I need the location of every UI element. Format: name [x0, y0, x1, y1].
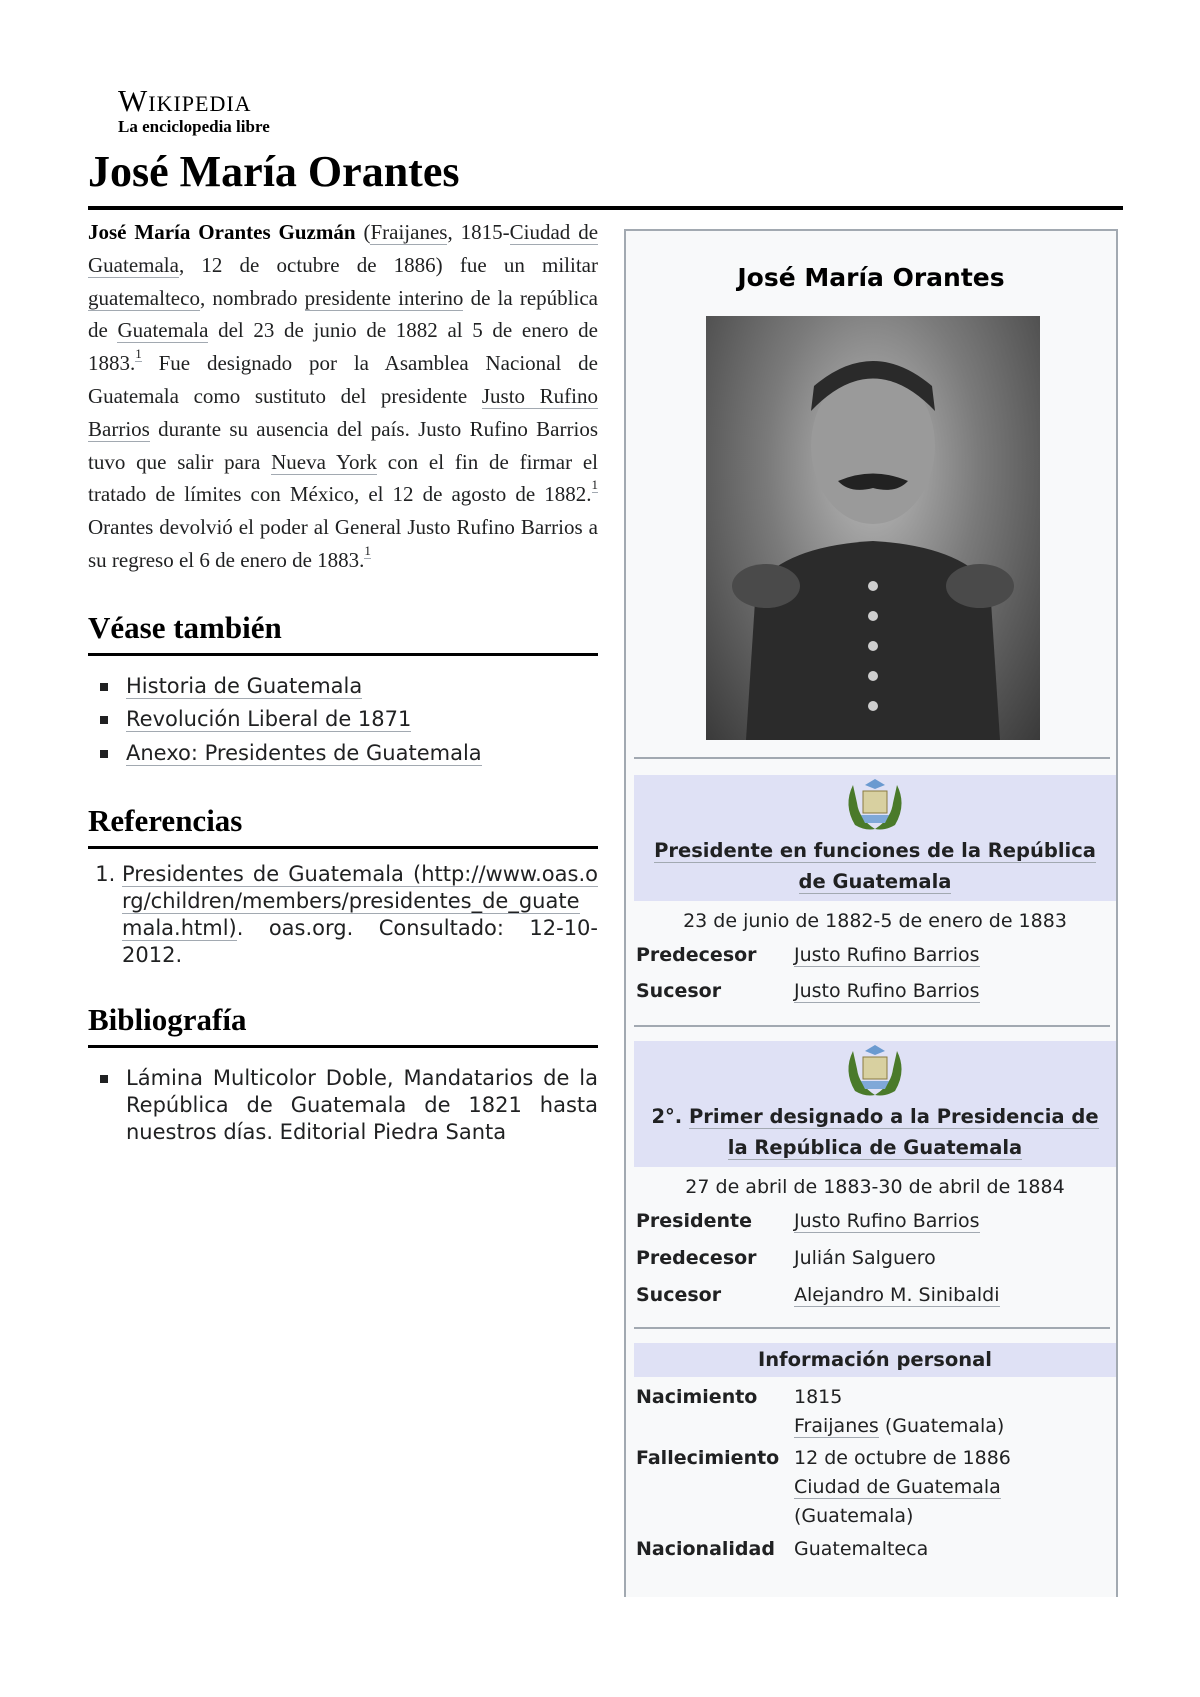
logo-tagline: La enciclopedia libre: [118, 117, 270, 136]
portrait-icon: [706, 316, 1040, 740]
office1-header: [634, 775, 1116, 901]
logo-wordmark: Wikipedia: [118, 83, 252, 118]
reference-marker[interactable]: 1: [364, 542, 371, 558]
row-label: Fallecimiento: [636, 1447, 780, 1469]
reference-url[interactable]: (http://www.oas.org/children/members/presidentes_de_guatemala.html): [122, 862, 598, 941]
predecessor-value: Julián Salguero: [794, 1247, 936, 1269]
successor-link[interactable]: Justo Rufino Barrios: [794, 980, 980, 1002]
list-item: [126, 670, 598, 704]
see-also-link[interactable]: Revolución Liberal de 1871: [126, 707, 412, 732]
infobox-title: José María Orantes: [737, 263, 1005, 292]
lead-text: Orantes devolvió el poder al General Justo Rufino Barrios a su regreso el 6 de enero de 1883.: [88, 515, 598, 572]
row-label: Nacionalidad: [636, 1538, 775, 1560]
row-label: Predecesor: [636, 944, 757, 966]
link-nueva-york[interactable]: Nueva York: [271, 449, 378, 474]
list-item: Lámina Multicolor Doble, Mandatarios de la República de Guatemala de 1821 hasta nuestros días. Editorial Piedra Santa: [126, 1062, 598, 1146]
subject-name: José María Orantes Guzmán: [88, 220, 356, 244]
reference-item: [122, 861, 598, 969]
office2-header: [634, 1041, 1116, 1167]
references-section: [88, 800, 598, 969]
office1-dates: 23 de junio de 1882-5 de enero de 1883: [683, 910, 1067, 932]
death-country: (Guatemala): [794, 1505, 914, 1527]
birth-country: (Guatemala): [878, 1415, 1005, 1437]
coat-of-arms-icon: [839, 775, 911, 835]
link-guatemalteco[interactable]: guatemalteco: [88, 285, 200, 310]
birth-place-link[interactable]: Fraijanes: [794, 1415, 879, 1437]
list-item: [126, 703, 598, 737]
row-label: Presidente: [636, 1210, 752, 1232]
lead-text: , nombrado: [199, 285, 305, 310]
page-title: José María Orantes: [88, 147, 460, 196]
office1-link[interactable]: Presidente en funciones de la República de Guatemala: [654, 839, 1096, 893]
lead-text: , 1815-: [447, 220, 510, 244]
references-heading: Referencias: [88, 800, 598, 849]
wikipedia-logo[interactable]: [118, 84, 318, 136]
title-divider: [88, 206, 1123, 210]
bibliography-heading: Bibliografía: [88, 999, 598, 1048]
reference-rest: . oas.org. Consultado: 12-10-2012.: [122, 916, 598, 968]
lead-text: , 12 de octubre de 1886) fue un militar: [178, 252, 598, 277]
reference-marker[interactable]: 1: [591, 477, 598, 493]
bibliography-section: [88, 999, 598, 1146]
lead-text: del 23 de junio de 1882 al 5 de enero de 1883.: [88, 318, 598, 376]
president-link[interactable]: Justo Rufino Barrios: [794, 1210, 980, 1232]
infobox-divider: [634, 1327, 1110, 1329]
successor-link[interactable]: Alejandro M. Sinibaldi: [794, 1284, 1000, 1306]
lead-text: con el fin de firmar el tratado de límites con México, el 12 de agosto de 1882.: [88, 449, 599, 507]
row-label: Sucesor: [636, 1284, 722, 1306]
nationality-value: Guatemalteca: [794, 1538, 929, 1560]
birth-year: 1815: [794, 1386, 843, 1408]
death-date: 12 de octubre de 1886: [794, 1447, 1011, 1469]
see-also-list: [88, 670, 598, 771]
link-fraijanes[interactable]: Fraijanes: [370, 220, 448, 244]
row-label: Predecesor: [636, 1247, 757, 1269]
reference-marker[interactable]: 1: [135, 346, 142, 362]
lead-text: Fue designado por la Asamblea Nacional de Guatemala como sustituto del presidente: [88, 351, 598, 408]
article-body: [88, 216, 598, 1146]
link-presidente-interino[interactable]: presidente interino: [304, 285, 464, 310]
lead-paragraph: [88, 216, 598, 577]
lead-text: durante su ausencia del país. Justo Rufino Barrios tuvo que salir para: [88, 416, 598, 474]
link-guatemala[interactable]: Guatemala: [117, 318, 209, 343]
references-list: [88, 861, 598, 969]
list-item: [126, 737, 598, 771]
lead-text: de la república de: [88, 285, 598, 343]
see-also-heading: Véase también: [88, 607, 598, 656]
coat-of-arms-icon: [839, 1041, 911, 1101]
see-also-link[interactable]: Anexo: Presidentes de Guatemala: [126, 740, 482, 765]
infobox-divider: [634, 757, 1110, 759]
portrait-image[interactable]: [706, 316, 1040, 740]
row-label: Nacimiento: [636, 1386, 758, 1408]
personal-info-header: Información personal: [634, 1343, 1116, 1377]
office2-link[interactable]: Primer designado a la Presidencia de la República de Guatemala: [688, 1105, 1099, 1159]
see-also-section: [88, 607, 598, 771]
lead-text: (: [355, 220, 371, 244]
infobox-divider: [634, 1025, 1110, 1027]
link-justo-rufino-barrios[interactable]: Justo Rufino Barrios: [88, 383, 598, 441]
row-label: Sucesor: [636, 980, 722, 1002]
predecessor-link[interactable]: Justo Rufino Barrios: [794, 944, 980, 966]
infobox: [624, 229, 1118, 1597]
link-ciudad-de-guatemala[interactable]: Ciudad de Guatemala: [88, 220, 599, 277]
death-place-link[interactable]: Ciudad de Guatemala: [794, 1476, 1001, 1498]
reference-link[interactable]: Presidentes de Guatemala: [122, 862, 404, 887]
bibliography-list: [88, 1062, 598, 1146]
office2-prefix: 2°.: [651, 1105, 689, 1128]
see-also-link[interactable]: Historia de Guatemala: [126, 673, 363, 698]
office2-dates: 27 de abril de 1883-30 de abril de 1884: [685, 1176, 1065, 1198]
